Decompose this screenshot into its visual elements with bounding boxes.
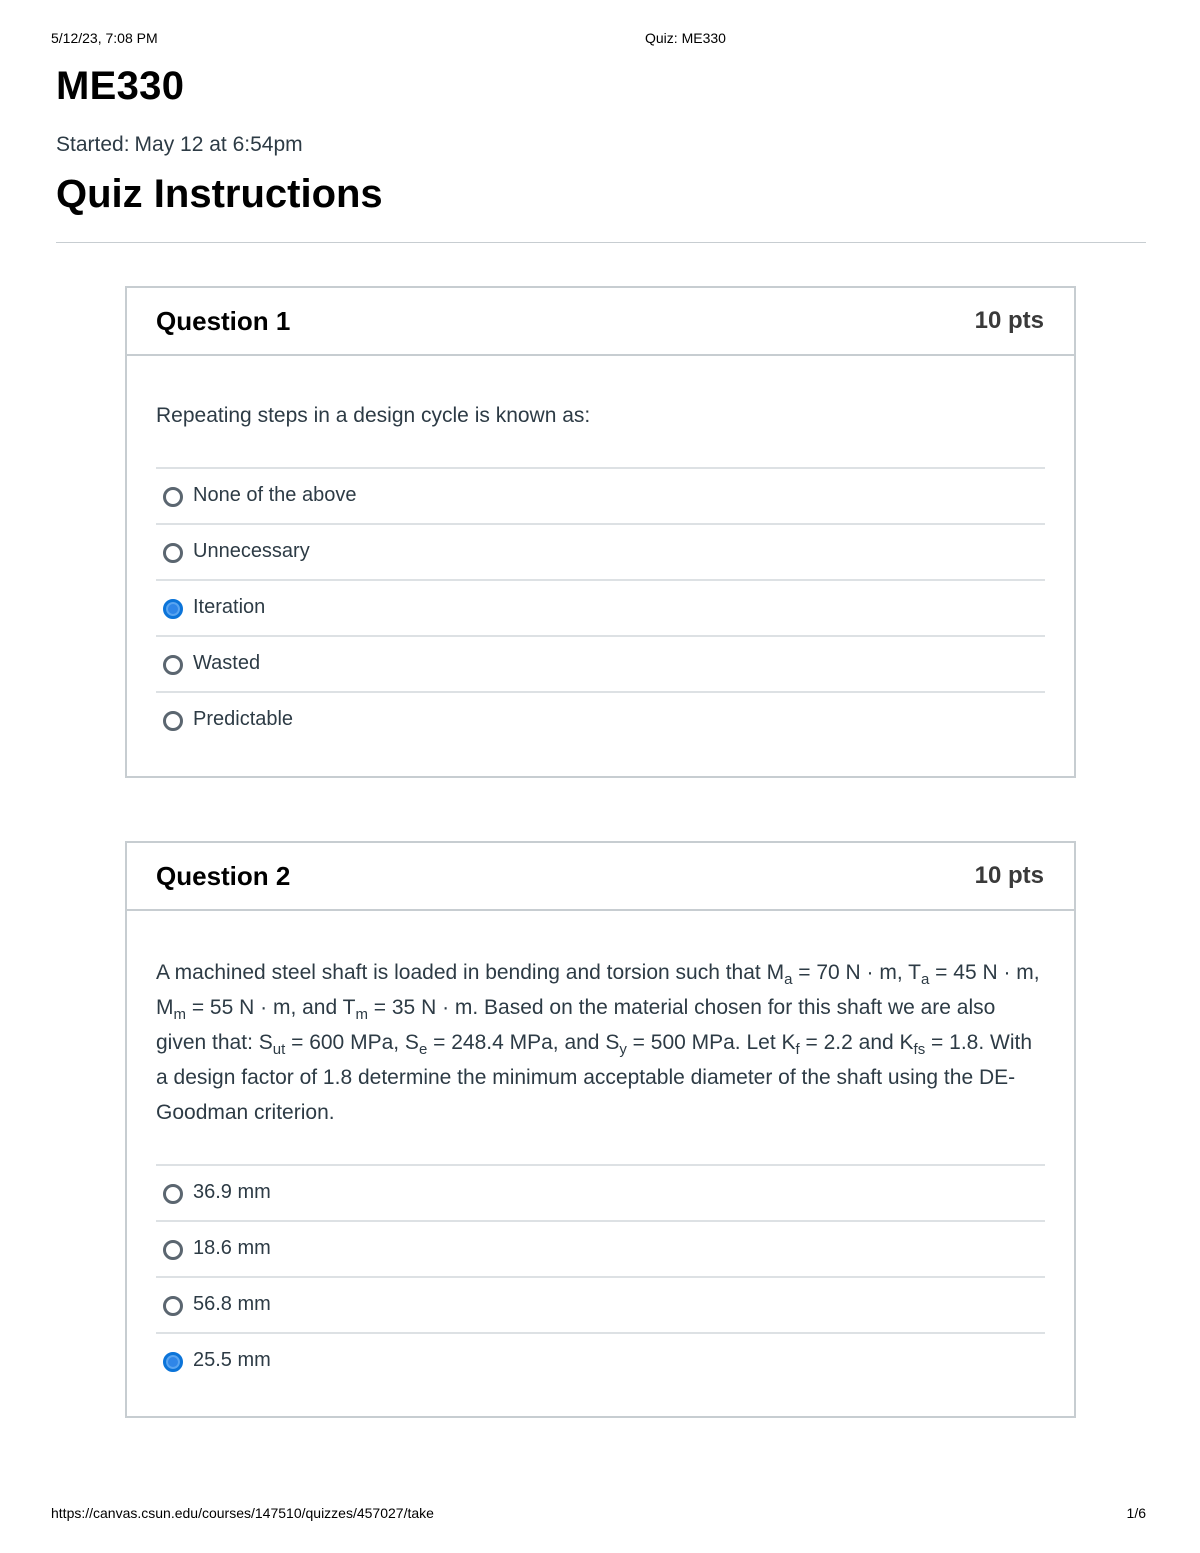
answer-option[interactable]	[156, 1166, 1045, 1222]
started-value: May 12 at 6:54pm	[134, 133, 303, 156]
print-footer	[51, 1505, 1146, 1525]
print-header	[51, 30, 1149, 50]
question-text: A machined steel shaft is loaded in bending and torsion such that $M_a = 70$ N · m, $T_a = 45$ N · m, $M_m = 55$ N · m, and $T_m = 35$ N · m. Based on the material chosen for this shaft we are also given that: $S_{ut} = 600$ MPa, $S_e = 248.4$ MPa, and $S_y = 500$ MPa. Let $K_f = 2.2$ and $K_{fs} = 1.8$. With a design factor of 1.8 determine the minimum acceptable diameter of the shaft using the DE-Goodman criterion.	[156, 961, 1040, 1124]
answer-option[interactable]	[156, 525, 1045, 581]
answer-label[interactable]: Iteration	[193, 596, 266, 618]
answer-option[interactable]	[156, 581, 1045, 637]
answer-list	[156, 467, 1045, 747]
page-number: 1/6	[1126, 1505, 1146, 1521]
quiz-instructions-heading: Quiz Instructions	[56, 172, 383, 216]
answer-label[interactable]: 56.8 mm	[193, 1293, 271, 1315]
answer-label[interactable]: Unnecessary	[193, 540, 310, 562]
course-title: ME330	[56, 64, 185, 108]
radio-button[interactable]	[163, 1296, 183, 1316]
divider	[56, 242, 1146, 243]
answer-label[interactable]: None of the above	[193, 484, 357, 506]
answer-label[interactable]: 36.9 mm	[193, 1181, 271, 1203]
radio-button[interactable]	[163, 1184, 183, 1204]
answer-label[interactable]: 25.5 mm	[193, 1349, 271, 1371]
radio-button[interactable]	[163, 711, 183, 731]
answer-label[interactable]: 18.6 mm	[193, 1237, 271, 1259]
radio-button[interactable]	[163, 487, 183, 507]
started-info	[56, 133, 303, 157]
print-date: 5/12/23, 7:08 PM	[51, 30, 158, 46]
question-title: Question 1	[156, 306, 291, 336]
question-1	[125, 286, 1076, 778]
question-header	[127, 288, 1074, 356]
radio-button-selected[interactable]	[163, 599, 183, 619]
radio-button[interactable]	[163, 543, 183, 563]
question-body	[127, 911, 1074, 1388]
answer-option[interactable]	[156, 693, 1045, 747]
answer-option[interactable]	[156, 1334, 1045, 1388]
question-2	[125, 841, 1076, 1418]
answer-option[interactable]	[156, 469, 1045, 525]
question-points: 10 pts	[974, 307, 1044, 334]
answer-option[interactable]	[156, 637, 1045, 693]
page-url: https://canvas.csun.edu/courses/147510/quizzes/457027/take	[51, 1505, 434, 1521]
question-header	[127, 843, 1074, 911]
answer-label[interactable]: Predictable	[193, 708, 294, 730]
question-title: Question 2	[156, 861, 291, 891]
question-text: Repeating steps in a design cycle is known as:	[156, 404, 591, 427]
answer-option[interactable]	[156, 1222, 1045, 1278]
question-body	[127, 356, 1074, 747]
radio-button[interactable]	[163, 655, 183, 675]
print-title: Quiz: ME330	[645, 30, 726, 46]
radio-button-selected[interactable]	[163, 1352, 183, 1372]
answer-label[interactable]: Wasted	[193, 652, 261, 674]
started-label: Started:	[56, 133, 130, 156]
answer-list	[156, 1164, 1045, 1388]
question-points: 10 pts	[974, 862, 1044, 889]
radio-button[interactable]	[163, 1240, 183, 1260]
answer-option[interactable]	[156, 1278, 1045, 1334]
